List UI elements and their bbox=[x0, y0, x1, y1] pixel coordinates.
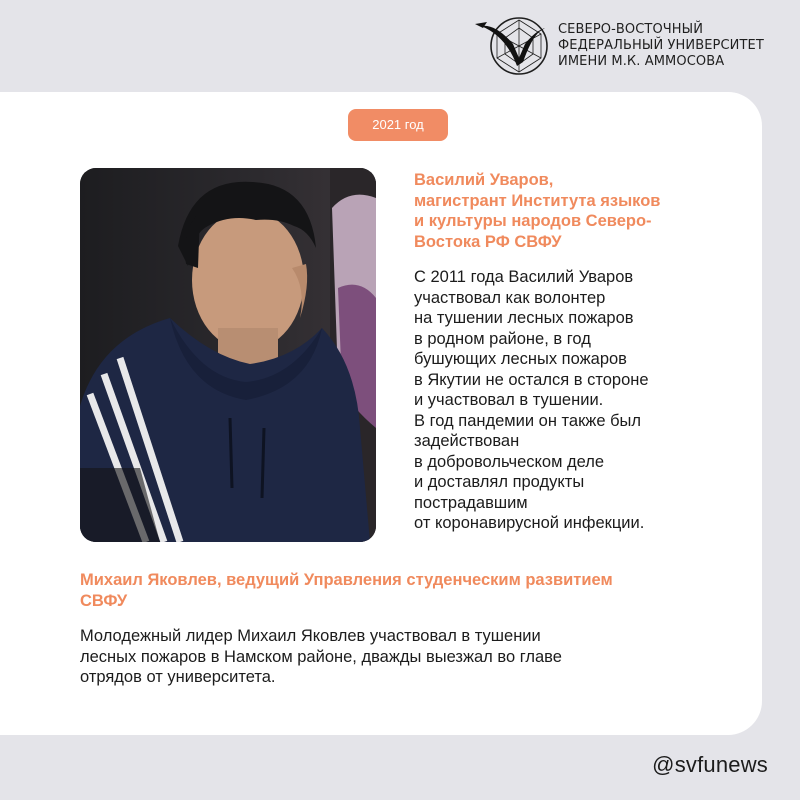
year-badge: 2021 год bbox=[348, 109, 448, 141]
person1-text-line: в родном районе, в год bbox=[414, 329, 591, 348]
person1-description bbox=[414, 267, 744, 534]
person1-text-line: и доставлял продукты bbox=[414, 473, 585, 491]
person1-text-line: и участвовал в тушении. bbox=[414, 391, 604, 409]
person1-name-line: магистрант Института языков bbox=[414, 191, 661, 210]
person1-name-line: и культуры народов Северо- bbox=[414, 212, 652, 230]
university-name-line-2: ФЕДЕРАЛЬНЫЙ УНИВЕРСИТЕТ bbox=[558, 38, 764, 53]
person2-text-line: Молодежный лидер Михаил Яковлев участвовал в тушении bbox=[80, 627, 541, 645]
university-name bbox=[558, 22, 764, 70]
person1-text-line: задействован bbox=[414, 432, 520, 450]
person1-text-line: от коронавирусной инфекции. bbox=[414, 514, 645, 532]
university-name-line-1: СЕВЕРО-ВОСТОЧНЫЙ bbox=[558, 22, 704, 37]
social-handle: @svfunews bbox=[652, 752, 768, 777]
person2-name bbox=[80, 570, 740, 611]
person1-name-line: Василий Уваров, bbox=[414, 171, 554, 189]
person2-text-line: лесных пожаров в Намском районе, дважды выезжал во главе bbox=[80, 647, 562, 666]
person2-description bbox=[80, 626, 680, 688]
person1-text-line: бушующих лесных пожаров bbox=[414, 350, 627, 368]
person1-text-line: в добровольческом деле bbox=[414, 452, 605, 471]
person1-text-line: на тушении лесных пожаров bbox=[414, 309, 634, 327]
person1-text-line: пострадавшим bbox=[414, 493, 528, 512]
svfu-logo-icon bbox=[473, 14, 549, 78]
person1-name bbox=[414, 170, 734, 252]
header bbox=[0, 0, 800, 92]
person2-name-line: СВФУ bbox=[80, 591, 128, 610]
person2-name-line: Михаил Яковлев, ведущий Управления студенческим развитием bbox=[80, 571, 613, 589]
university-name-line-3: ИМЕНИ М.К. АММОСОВА bbox=[558, 54, 725, 69]
person2-text-line: отрядов от университета. bbox=[80, 668, 276, 686]
person1-text-line: в Якутии не остался в стороне bbox=[414, 370, 649, 389]
person1-text-line: В год пандемии он также был bbox=[414, 411, 642, 430]
person1-name-line: Востока РФ СВФУ bbox=[414, 232, 562, 251]
person1-text-line: участвовал как волонтер bbox=[414, 288, 606, 307]
person1-text-line: С 2011 года Василий Уваров bbox=[414, 268, 634, 286]
portrait-photo bbox=[80, 168, 376, 542]
